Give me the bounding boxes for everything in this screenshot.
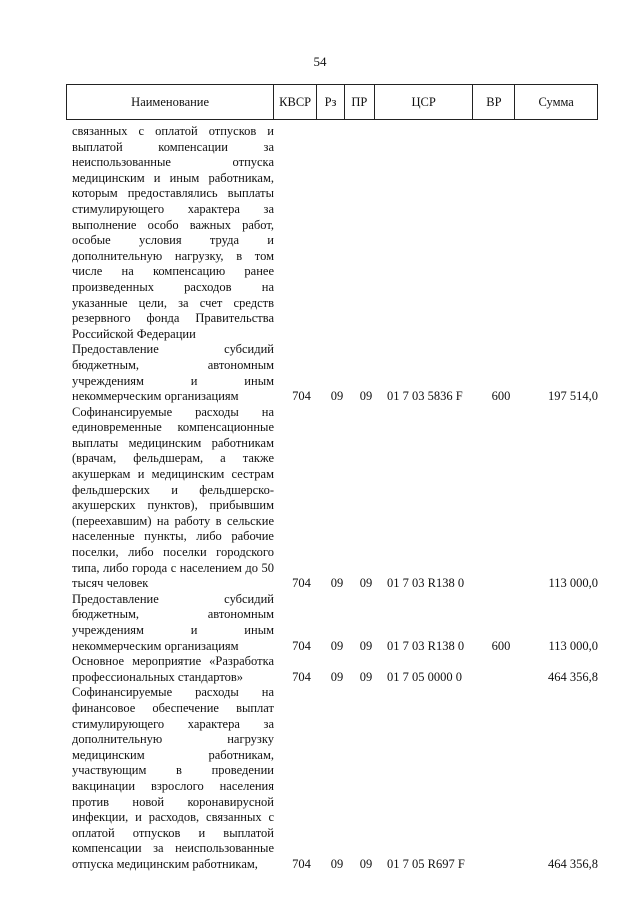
row-name-line: Предоставление субсидий: [72, 591, 274, 606]
row-csr: 01 7 05 R697 F: [387, 856, 465, 871]
row-name-line: акушерских пунктов), прибывшим: [72, 498, 274, 513]
row-rz: 09: [330, 389, 344, 404]
row-rz: 09: [330, 669, 344, 684]
row-name-line: Основное мероприятие «Разработка: [72, 654, 274, 669]
row-name-line: некоммерческим организациям: [72, 389, 239, 404]
row-name-line: населенные пункты, либо рабочие: [72, 529, 274, 544]
row-name-line: оплатой отпусков и выплатой: [72, 825, 274, 840]
row-name-line: фельдшерских и фельдшерско-: [72, 482, 274, 497]
row-name-line: некоммерческим организациям: [72, 638, 239, 653]
row-pr: 09: [359, 856, 373, 871]
row-kvsr: 704: [292, 638, 311, 653]
row-name-line: профессиональных стандартов»: [72, 669, 244, 684]
row-name-line: резервного фонда Правительства: [72, 311, 274, 326]
row-name-line: (переехавшим) на работу в сельские: [72, 513, 274, 528]
row-name-line: Софинансируемые расходы на: [72, 404, 274, 419]
table-row: [72, 405, 598, 592]
row-name-line: которым предоставлялись выплаты: [72, 186, 274, 201]
row-name: [72, 342, 274, 404]
header-vr: ВР: [473, 85, 515, 119]
row-name-line: связанных с оплатой отпусков и: [72, 124, 274, 138]
table-row: [72, 592, 598, 654]
row-name-line: числе на компенсацию ранее: [72, 264, 274, 279]
row-name: [72, 654, 274, 685]
table-row: [72, 685, 598, 872]
row-vr: 600: [491, 638, 511, 653]
row-name-line: медицинским и иным работникам,: [72, 170, 274, 185]
row-name-line: компенсации за неиспользованные: [72, 841, 274, 856]
row-name-line: стимулирующего характера за: [72, 716, 274, 731]
row-name-line: бюджетным, автономным: [72, 607, 274, 622]
row-sum: 113 000,0: [548, 576, 598, 591]
row-csr: 01 7 03 R138 0: [387, 576, 465, 591]
row-kvsr: 704: [292, 389, 311, 404]
row-name-line: финансовое обеспечение выплат: [72, 700, 274, 715]
row-name-line: учреждениям и иным: [72, 373, 274, 388]
row-name-line: единовременные компенсационные: [72, 420, 274, 435]
row-csr: 01 7 03 5836 F: [387, 389, 463, 404]
row-name-line: (врачам, фельдшерам, а также: [72, 451, 274, 466]
row-vr: 600: [491, 389, 511, 404]
row-pr: 09: [359, 638, 373, 653]
header-rz: Рз: [317, 85, 345, 119]
row-name: [72, 405, 274, 592]
row-name-line: стимулирующего характера за: [72, 201, 274, 216]
header-name: Наименование: [67, 85, 274, 119]
row-name-line: Софинансируемые расходы на: [72, 685, 274, 700]
table-header: [66, 84, 598, 120]
table-row: [72, 342, 598, 404]
row-kvsr: 704: [292, 576, 311, 591]
row-csr: 01 7 05 0000 0: [387, 669, 462, 684]
table-row: [72, 124, 598, 342]
row-name: [72, 685, 274, 872]
row-pr: 09: [359, 576, 373, 591]
row-name-line: типа, либо города с населением до 50: [72, 560, 274, 575]
row-name-line: инфекции, и расходов, связанных с: [72, 810, 274, 825]
row-name-line: выплатой компенсации за: [72, 139, 274, 154]
row-pr: 09: [359, 389, 373, 404]
row-name-line: акушеркам и медицинским сестрам: [72, 467, 274, 482]
row-rz: 09: [330, 856, 344, 871]
row-sum: 197 514,0: [548, 389, 598, 404]
row-name-line: Российской Федерации: [72, 326, 196, 341]
row-kvsr: 704: [292, 856, 311, 871]
row-kvsr: 704: [292, 669, 311, 684]
row-name: [72, 124, 274, 342]
row-rz: 09: [330, 638, 344, 653]
row-sum: 464 356,8: [548, 669, 598, 684]
header-pr: ПР: [345, 85, 375, 119]
row-pr: 09: [359, 669, 373, 684]
row-name-line: дополнительную нагрузку, в том: [72, 248, 274, 263]
table-row: [72, 654, 598, 685]
row-name-line: участвующим в проведении: [72, 763, 274, 778]
row-name-line: выплаты медицинским работникам: [72, 435, 274, 450]
row-name-line: бюджетным, автономным: [72, 357, 274, 372]
header-kvsr: КВСР: [274, 85, 317, 119]
row-name-line: медицинским работникам,: [72, 747, 274, 762]
row-name-line: вакцинации взрослого населения: [72, 778, 274, 793]
row-name-line: поселки, либо поселки городского: [72, 545, 274, 560]
row-csr: 01 7 03 R138 0: [387, 638, 465, 653]
row-name-line: произведенных расходов на: [72, 279, 274, 294]
header-sum: Сумма: [538, 94, 574, 109]
row-name: [72, 592, 274, 654]
row-sum: 113 000,0: [548, 638, 598, 653]
row-name-line: особые условия труда и: [72, 233, 274, 248]
row-sum: 464 356,8: [548, 856, 598, 871]
row-name-line: Предоставление субсидий: [72, 342, 274, 357]
row-name-line: отпуска медицинским работникам,: [72, 856, 258, 871]
row-name-line: выполнение особо важных работ,: [72, 217, 274, 232]
page-number: 54: [313, 54, 327, 69]
row-name-line: учреждениям и иным: [72, 623, 274, 637]
row-name-line: дополнительную нагрузку: [72, 732, 274, 747]
row-name-line: против новой коронавирусной: [72, 794, 274, 809]
row-name-line: неиспользованные отпуска: [72, 155, 274, 170]
row-rz: 09: [330, 576, 344, 591]
row-name-line: тысяч человек: [72, 576, 149, 591]
header-csr: ЦСР: [375, 85, 474, 119]
row-name-line: указанные цели, за счет средств: [72, 295, 274, 310]
table-body: [72, 124, 598, 873]
